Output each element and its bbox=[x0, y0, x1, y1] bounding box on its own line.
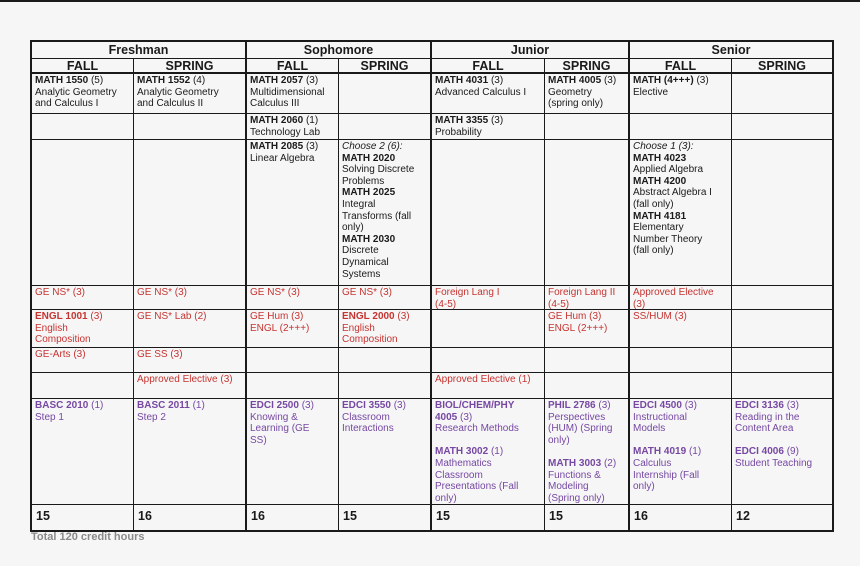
text-line: Instructional bbox=[633, 411, 687, 423]
text-line: Elective bbox=[633, 86, 669, 98]
text-line: Student Teaching bbox=[735, 457, 813, 469]
row-courses-3-cell bbox=[339, 140, 432, 286]
row-engl-hum-cell bbox=[247, 310, 339, 348]
text-line: and Calculus II bbox=[137, 98, 204, 110]
text-line: Learning (GE bbox=[250, 423, 310, 435]
text-line bbox=[633, 435, 728, 447]
text-line: Applied Algebra bbox=[633, 164, 704, 176]
year-header-senior: Senior bbox=[630, 42, 832, 59]
text-line: Composition bbox=[342, 334, 398, 346]
row-courses-1-cell bbox=[134, 74, 247, 114]
text-line: MATH 4023 bbox=[633, 152, 687, 164]
text-line: 15 bbox=[36, 509, 50, 523]
text-line: SS/HUM (3) bbox=[633, 311, 687, 322]
row-education-cell bbox=[432, 399, 545, 505]
row-engl-hum-cell bbox=[339, 310, 432, 348]
text-line: Internship (Fall bbox=[633, 469, 700, 481]
row-courses-1-cell bbox=[339, 74, 432, 114]
row-ge-arts-ss-cell bbox=[134, 348, 247, 373]
text-line: BASC 2010 (1) bbox=[35, 400, 104, 411]
row-credit-totals-cell bbox=[134, 505, 247, 530]
text-line: Foreign Lang II bbox=[548, 287, 616, 298]
text-line: English bbox=[35, 322, 68, 334]
row-credit-totals-cell bbox=[247, 505, 339, 530]
row-courses-2-cell bbox=[732, 114, 832, 140]
text-line: Linear Algebra bbox=[250, 152, 315, 164]
text-line: Number Theory bbox=[633, 233, 703, 245]
top-edge-line bbox=[0, 0, 860, 2]
semester-header: SPRING bbox=[134, 59, 247, 74]
text-line: Content Area bbox=[735, 423, 794, 435]
row-engl-hum-cell bbox=[432, 310, 545, 348]
row-engl-hum-cell bbox=[134, 310, 247, 348]
text-line: 15 bbox=[549, 509, 563, 523]
row-ge-ns-cell bbox=[732, 286, 832, 310]
year-header-junior: Junior bbox=[432, 42, 630, 59]
text-line: MATH 3355 (3) bbox=[435, 115, 504, 126]
text-line: Geometry bbox=[548, 86, 592, 98]
text-line: MATH 2085 (3) bbox=[250, 141, 319, 152]
row-courses-2-cell bbox=[32, 114, 134, 140]
text-line: English bbox=[342, 322, 375, 334]
text-line: 15 bbox=[436, 509, 450, 523]
text-line: Approved Elective (1) bbox=[435, 374, 531, 385]
text-line: (spring only) bbox=[548, 98, 604, 110]
row-courses-1-cell bbox=[630, 74, 732, 114]
text-line: (Spring only) bbox=[548, 492, 605, 504]
text-line: Discrete bbox=[342, 245, 379, 257]
text-line: GE NS* Lab (2) bbox=[137, 311, 207, 322]
text-line: Systems bbox=[342, 268, 381, 280]
text-line: MATH 2057 (3) bbox=[250, 75, 319, 86]
semester-header: SPRING bbox=[339, 59, 432, 74]
row-approved-electives-cell bbox=[247, 373, 339, 399]
row-courses-2-cell bbox=[545, 114, 630, 140]
row-education-cell bbox=[247, 399, 339, 505]
text-line: (4-5) bbox=[548, 298, 570, 310]
semester-header: FALL bbox=[432, 59, 545, 74]
row-ge-arts-ss-cell bbox=[339, 348, 432, 373]
text-line: Functions & bbox=[548, 469, 601, 481]
row-education-cell bbox=[732, 399, 832, 505]
text-line bbox=[735, 435, 829, 447]
text-line: MATH 4200 bbox=[633, 175, 687, 187]
row-ge-arts-ss-cell bbox=[247, 348, 339, 373]
row-education-cell bbox=[630, 399, 732, 505]
row-ge-ns-cell bbox=[247, 286, 339, 310]
row-courses-2-cell bbox=[630, 114, 732, 140]
text-line: Knowing & bbox=[250, 411, 298, 423]
text-line: Reading in the bbox=[735, 411, 800, 423]
row-ge-arts-ss-cell bbox=[732, 348, 832, 373]
text-line: Approved Elective (3) bbox=[137, 374, 233, 385]
row-engl-hum-cell bbox=[630, 310, 732, 348]
row-ge-ns-cell bbox=[339, 286, 432, 310]
row-courses-2-cell bbox=[432, 114, 545, 140]
text-line: MATH 4181 bbox=[633, 210, 687, 222]
text-line: MATH 1552 (4) bbox=[137, 75, 206, 86]
text-line: (fall only) bbox=[633, 245, 674, 257]
text-line: MATH 2020 bbox=[342, 152, 396, 164]
text-line: Models bbox=[633, 423, 666, 435]
row-courses-2-cell bbox=[134, 114, 247, 140]
text-line: MATH 4005 (3) bbox=[548, 75, 617, 86]
text-line: Interactions bbox=[342, 423, 394, 435]
row-approved-electives-cell bbox=[32, 373, 134, 399]
row-courses-3-cell bbox=[732, 140, 832, 286]
text-line: Research Methods bbox=[435, 423, 519, 435]
row-credit-totals-cell bbox=[545, 505, 630, 530]
text-line: Solving Discrete bbox=[342, 164, 415, 176]
text-line: GE NS* (3) bbox=[35, 287, 86, 298]
text-line: EDCI 3136 (3) bbox=[735, 400, 799, 411]
text-line: MATH 2025 bbox=[342, 187, 396, 199]
text-line: Composition bbox=[35, 334, 91, 346]
text-line: Classroom bbox=[435, 469, 483, 481]
text-line: Step 2 bbox=[137, 411, 166, 423]
cut-off-caption: Total 120 credit hours bbox=[31, 531, 145, 543]
semester-header: FALL bbox=[247, 59, 339, 74]
year-header-sophomore: Sophomore bbox=[247, 42, 432, 59]
text-line: GE Hum (3) bbox=[548, 311, 602, 322]
text-line: 12 bbox=[736, 509, 750, 523]
row-credit-totals-cell bbox=[339, 505, 432, 530]
semester-header: FALL bbox=[630, 59, 732, 74]
text-line: Modeling bbox=[548, 481, 589, 493]
row-courses-3-cell bbox=[630, 140, 732, 286]
row-ge-ns-cell bbox=[432, 286, 545, 310]
text-line: PHIL 2786 (3) bbox=[548, 400, 611, 411]
row-courses-3-cell bbox=[432, 140, 545, 286]
text-line: only) bbox=[435, 492, 457, 504]
row-courses-1-cell bbox=[545, 74, 630, 114]
row-courses-2-cell bbox=[339, 114, 432, 140]
text-line: Presentations (Fall bbox=[435, 481, 519, 493]
semester-header: SPRING bbox=[545, 59, 630, 74]
row-courses-3-cell bbox=[134, 140, 247, 286]
row-credit-totals-cell bbox=[32, 505, 134, 530]
row-approved-electives-cell bbox=[545, 373, 630, 399]
row-ge-arts-ss-cell bbox=[630, 348, 732, 373]
text-line: Choose 1 (3): bbox=[633, 141, 694, 152]
text-line: Transforms (fall bbox=[342, 210, 412, 222]
row-ge-ns-cell bbox=[32, 286, 134, 310]
row-courses-2-cell bbox=[247, 114, 339, 140]
row-courses-1-cell bbox=[32, 74, 134, 114]
text-line bbox=[548, 446, 625, 458]
text-line: MATH 3003 (2) bbox=[548, 457, 617, 469]
row-ge-arts-ss-cell bbox=[432, 348, 545, 373]
text-line: GE NS* (3) bbox=[342, 287, 393, 298]
text-line: 16 bbox=[634, 509, 648, 523]
text-line: Calculus III bbox=[250, 98, 300, 110]
text-line: Mathematics bbox=[435, 457, 492, 469]
semester-header: SPRING bbox=[732, 59, 832, 74]
text-line: Approved Elective bbox=[633, 287, 714, 298]
text-line: Problems bbox=[342, 175, 385, 187]
text-line: Abstract Algebra I bbox=[633, 187, 712, 199]
text-line: MATH 2030 bbox=[342, 233, 396, 245]
text-line: Analytic Geometry bbox=[35, 86, 117, 98]
text-line: Multidimensional bbox=[250, 86, 325, 98]
row-education-cell bbox=[134, 399, 247, 505]
text-line: MATH (4+++) (3) bbox=[633, 75, 709, 86]
row-ge-arts-ss-cell bbox=[545, 348, 630, 373]
text-line: MATH 3002 (1) bbox=[435, 446, 504, 458]
row-courses-1-cell bbox=[247, 74, 339, 114]
text-line: MATH 1550 (5) bbox=[35, 75, 104, 86]
text-line: only) bbox=[342, 222, 364, 234]
text-line: Classroom bbox=[342, 411, 390, 423]
text-line: 4005 (3) bbox=[435, 411, 473, 423]
text-line: BIOL/CHEM/PHY bbox=[435, 400, 515, 411]
text-line: GE Hum (3) bbox=[250, 311, 304, 322]
text-line: MATH 4019 (1) bbox=[633, 446, 702, 458]
semester-header: FALL bbox=[32, 59, 134, 74]
row-courses-1-cell bbox=[432, 74, 545, 114]
text-line: BASC 2011 (1) bbox=[137, 400, 205, 411]
row-education-cell bbox=[32, 399, 134, 505]
text-line: MATH 2060 (1) bbox=[250, 115, 319, 126]
text-line: GE NS* (3) bbox=[250, 287, 301, 298]
row-ge-arts-ss-cell bbox=[32, 348, 134, 373]
row-ge-ns-cell bbox=[545, 286, 630, 310]
row-approved-electives-cell bbox=[630, 373, 732, 399]
text-line: ENGL 1001 (3) bbox=[35, 311, 103, 322]
row-credit-totals-cell bbox=[432, 505, 545, 530]
text-line: GE NS* (3) bbox=[137, 287, 188, 298]
text-line bbox=[435, 435, 541, 447]
text-line: Advanced Calculus I bbox=[435, 86, 527, 98]
text-line: Foreign Lang I bbox=[435, 287, 500, 298]
row-engl-hum-cell bbox=[545, 310, 630, 348]
text-line: Integral bbox=[342, 198, 376, 210]
text-line: and Calculus I bbox=[35, 98, 99, 110]
text-line: Technology Lab bbox=[250, 126, 321, 138]
text-line: Step 1 bbox=[35, 411, 64, 423]
row-courses-1-cell bbox=[732, 74, 832, 114]
year-header-freshman: Freshman bbox=[32, 42, 247, 59]
text-line: MATH 4031 (3) bbox=[435, 75, 504, 86]
text-line: 15 bbox=[343, 509, 357, 523]
text-line: 16 bbox=[251, 509, 265, 523]
text-line: EDCI 4006 (9) bbox=[735, 446, 799, 458]
text-line: (fall only) bbox=[633, 198, 674, 210]
text-line: GE-Arts (3) bbox=[35, 349, 86, 360]
text-line: Probability bbox=[435, 126, 482, 138]
row-education-cell bbox=[545, 399, 630, 505]
text-line: only) bbox=[633, 481, 655, 493]
row-approved-electives-cell bbox=[732, 373, 832, 399]
text-line: EDCI 3550 (3) bbox=[342, 400, 406, 411]
text-line: GE SS (3) bbox=[137, 349, 183, 360]
text-line: Perspectives bbox=[548, 411, 606, 423]
row-courses-3-cell bbox=[247, 140, 339, 286]
row-engl-hum-cell bbox=[732, 310, 832, 348]
row-engl-hum-cell bbox=[32, 310, 134, 348]
row-credit-totals-cell bbox=[630, 505, 732, 530]
row-ge-ns-cell bbox=[630, 286, 732, 310]
text-line: ENGL (2+++) bbox=[250, 322, 310, 334]
text-line: only) bbox=[548, 434, 570, 446]
text-line: ENGL (2+++) bbox=[548, 322, 608, 334]
row-approved-electives-cell bbox=[339, 373, 432, 399]
row-courses-3-cell bbox=[545, 140, 630, 286]
text-line: Choose 2 (6): bbox=[342, 141, 403, 152]
text-line: (HUM) (Spring bbox=[548, 423, 613, 435]
row-credit-totals-cell bbox=[732, 505, 832, 530]
text-line: (3) bbox=[633, 298, 646, 310]
text-line: Elementary bbox=[633, 222, 684, 234]
text-line: EDCI 4500 (3) bbox=[633, 400, 697, 411]
row-ge-ns-cell bbox=[134, 286, 247, 310]
text-line: (4-5) bbox=[435, 298, 457, 310]
row-courses-3-cell bbox=[32, 140, 134, 286]
curriculum-table bbox=[30, 40, 834, 532]
text-line: Analytic Geometry bbox=[137, 86, 219, 98]
text-line: EDCI 2500 (3) bbox=[250, 400, 314, 411]
row-approved-electives-cell bbox=[432, 373, 545, 399]
text-line: ENGL 2000 (3) bbox=[342, 311, 410, 322]
text-line: Calculus bbox=[633, 457, 672, 469]
text-line: 16 bbox=[138, 509, 152, 523]
text-line: Dynamical bbox=[342, 256, 389, 268]
row-approved-electives-cell bbox=[134, 373, 247, 399]
row-education-cell bbox=[339, 399, 432, 505]
text-line: SS) bbox=[250, 434, 267, 446]
